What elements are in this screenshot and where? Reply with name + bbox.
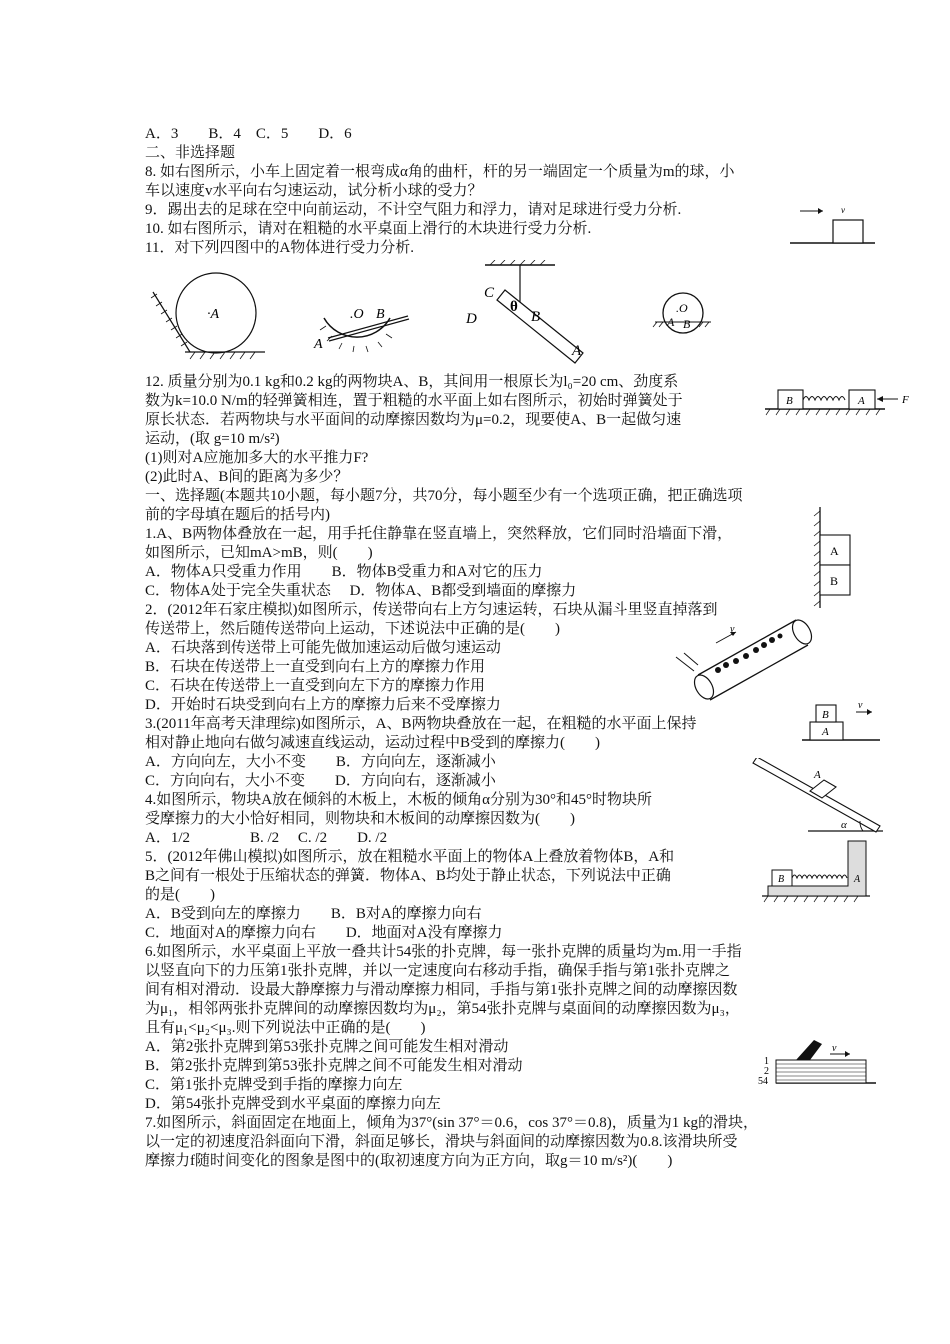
text-line: D．第54张扑克牌受到水平桌面的摩擦力向左	[145, 1096, 441, 1112]
velocity-label: v	[730, 624, 735, 635]
velocity-label: v	[858, 700, 863, 711]
text-line: C．第1张扑克牌受到手指的摩擦力向左	[145, 1077, 403, 1093]
block-a-label: A	[858, 395, 865, 407]
text-line: 9．踢出去的足球在空中向前运动，不计空气阻力和浮力，请对足球进行受力分析.	[145, 202, 682, 218]
stacked-blocks-figure	[800, 700, 885, 745]
text-line: A．3 B．4 C．5 D．6	[145, 126, 352, 142]
text-line: 的是( )	[145, 887, 215, 903]
text-line: B．第2张扑克牌到第53张扑克牌之间不可能发生相对滑动	[145, 1058, 523, 1074]
text-line: 8. 如右图所示，小车上固定着一根弯成α角的曲杆，杆的另一端固定一个质量为m的球，小	[145, 164, 735, 180]
text-line: 6.如图所示，水平桌面上平放一叠共计54张的扑克牌，每一张扑克牌的质量均为m.用一手指	[145, 944, 742, 960]
text-line: A．第2张扑克牌到第53张扑克牌之间可能发生相对滑动	[145, 1039, 509, 1055]
point-a-label: A	[572, 343, 582, 359]
cards-stack-figure	[758, 1033, 880, 1091]
velocity-label: v	[832, 1043, 837, 1054]
text-line: A．B受到向左的摩擦力 B．B对A的摩擦力向右	[145, 906, 482, 922]
center-label: .O	[676, 301, 688, 315]
card-54-label: 54	[758, 1076, 768, 1087]
text-line: A．1/2 B. /2 C. /2 D. /2	[145, 830, 388, 846]
block-a-label: A	[814, 769, 821, 781]
ball-a-label: A	[667, 315, 675, 329]
spring-box-figure	[760, 838, 872, 906]
point-b-label: B	[376, 307, 385, 322]
text-line: C．方向向右，大小不变 D．方向向右，逐渐减小	[145, 773, 496, 789]
card-1-label: 1	[764, 1056, 769, 1067]
ring-balls-figure	[645, 285, 720, 343]
card-2-label: 2	[764, 1066, 769, 1077]
text-line: (2)此时A、B间的距离为多少？	[145, 469, 349, 485]
force-label: F	[902, 394, 909, 406]
text-line: 车以速度v水平向右匀速运动，试分析小球的受力？	[145, 183, 483, 199]
text-line: 为μ₁，相邻两张扑克牌间的动摩擦因数均为μ₂，第54张扑克牌与桌面间的动摩擦因数为μ₃，	[145, 1001, 740, 1017]
point-a-label: A	[314, 337, 323, 352]
text-line: A．石块落到传送带上可能先做加速运动后做匀速运动	[145, 640, 501, 656]
text-line: (1)则对A应施加多大的水平推力F?	[145, 450, 369, 466]
block-a-label: A	[854, 874, 861, 885]
text-line: 且有μ₁<μ₂<μ₃.则下列说法中正确的是( )	[145, 1020, 426, 1036]
text-line: 传送带上，然后随传送带向上运动，下述说法中正确的是( )	[145, 621, 560, 637]
text-line: 11．对下列四图中的A物体进行受力分析.	[145, 240, 415, 256]
text-line: A．物体A只受重力作用 B．物体B受重力和A对它的压力	[145, 564, 543, 580]
spring-blocks-figure	[760, 382, 920, 422]
block-a-label: A	[830, 544, 839, 558]
text-line: 以一定的初速度沿斜面向下滑，斜面足够长，滑块与斜面间的动摩擦因数为0.8.该滑块所受	[145, 1134, 738, 1150]
text-line: A．方向向左，大小不变 B．方向向左，逐渐减小	[145, 754, 496, 770]
text-line: C．物体A处于完全失重状态 D．物体A、B都受到墙面的摩擦力	[145, 583, 577, 599]
text-line: D．开始时石块受到向右上方的摩擦力后来不受摩擦力	[145, 697, 501, 713]
text-line: 间有相对滑动．设最大静摩擦力与滑动摩擦力相同，手指与第1张扑克牌之间的动摩擦因数	[145, 982, 738, 998]
text-line: C．石块在传送带上一直受到向左下方的摩擦力作用	[145, 678, 486, 694]
text-line: 前的字母填在题后的括号内)	[145, 507, 330, 523]
text-line: 12. 质量分别为0.1 kg和0.2 kg的两物块A、B，其间用一根原长为l₀=20 cm、劲度系	[145, 374, 679, 390]
theta-label: θ	[510, 299, 518, 315]
text-line: C．地面对A的摩擦力向右 D．地面对A没有摩擦力	[145, 925, 503, 941]
text-line: 受摩擦力的大小恰好相同，则物块和木板间的动摩擦因数为( )	[145, 811, 575, 827]
text-line: 10. 如右图所示，请对在粗糙的水平桌面上滑行的木块进行受力分析.	[145, 221, 592, 237]
angle-label: α	[841, 819, 847, 831]
text-line: B．石块在传送带上一直受到向右上方的摩擦力作用	[145, 659, 486, 675]
hanging-rod-figure	[460, 260, 600, 365]
block-b-label: B	[786, 395, 793, 407]
point-c-label: C	[484, 285, 495, 301]
text-line: B之间有一根处于压缩状态的弹簧．物体A、B均处于静止状态，下列说法中正确	[145, 868, 671, 884]
text-line: 4.如图所示，物块A放在倾斜的木板上，木板的倾角α分别为30°和45°时物块所	[145, 792, 652, 808]
text-line: 相对静止地向右做匀减速直线运动，运动过程中B受到的摩擦力( )	[145, 735, 600, 751]
velocity-label: v	[841, 205, 845, 215]
ball-wall-figure	[145, 270, 270, 365]
text-line: 数为k=10.0 N/m的轻弹簧相连，置于粗糙的水平面上如右图所示，初始时弹簧处于	[145, 393, 683, 409]
ball-label: ·A	[207, 307, 220, 322]
ball-b-label: B	[683, 317, 691, 331]
block-b-label: B	[830, 574, 839, 588]
block-a-label: A	[822, 726, 829, 738]
center-label: .O	[350, 307, 364, 322]
text-line: 3.(2011年高考天津理综)如图所示，A、B两物块叠放在一起，在粗糙的水平面上保持	[145, 716, 697, 732]
text-line: 一、选择题(本题共10小题，每小题7分，共70分，每小题至少有一个选项正确，把正确选项	[145, 488, 743, 504]
text-line: 7.如图所示，斜面固定在地面上，倾角为37°(sin 37°＝0.6，cos 37°＝0.8)，质量为1 kg的滑块，	[145, 1115, 758, 1131]
incline-board-figure	[748, 758, 888, 838]
block-b-label: B	[778, 874, 785, 885]
point-d-label: D	[466, 311, 477, 327]
text-line: 摩擦力f随时间变化的图象是图中的(取初速度方向为正方向，取g＝10 m/s²)( )	[145, 1153, 673, 1169]
section-heading: 二、非选择题	[145, 145, 236, 161]
conveyor-figure	[668, 615, 818, 715]
block-b-label: B	[822, 709, 829, 721]
text-line: 5．(2012年佛山模拟)如图所示，放在粗糙水平面上的物体A上叠放着物体B，A和	[145, 849, 675, 865]
point-b-label: B	[531, 309, 541, 325]
text-line: 以竖直向下的力压第1张扑克牌，并以一定速度向右移动手指，确保手指与第1张扑克牌之	[145, 963, 731, 979]
rod-bowl-figure	[312, 296, 412, 356]
sliding-block-figure	[785, 200, 880, 255]
wall-stack-figure	[808, 505, 858, 610]
text-line: 原长状态．若两物块与水平面间的动摩擦因数均为μ=0.2，现要使A、B一起做匀速	[145, 412, 682, 428]
text-line: 1.A、B两物体叠放在一起，用手托住静靠在竖直墙上，突然释放，它们同时沿墙面下滑，	[145, 526, 733, 542]
text-line: 运动，(取 g=10 m/s²)	[145, 431, 280, 447]
text-line: 2．(2012年石家庄模拟)如图所示，传送带向右上方匀速运转，石块从漏斗里竖直掉落到	[145, 602, 718, 618]
text-line: 如图所示，已知mA>mB，则( )	[145, 545, 373, 561]
